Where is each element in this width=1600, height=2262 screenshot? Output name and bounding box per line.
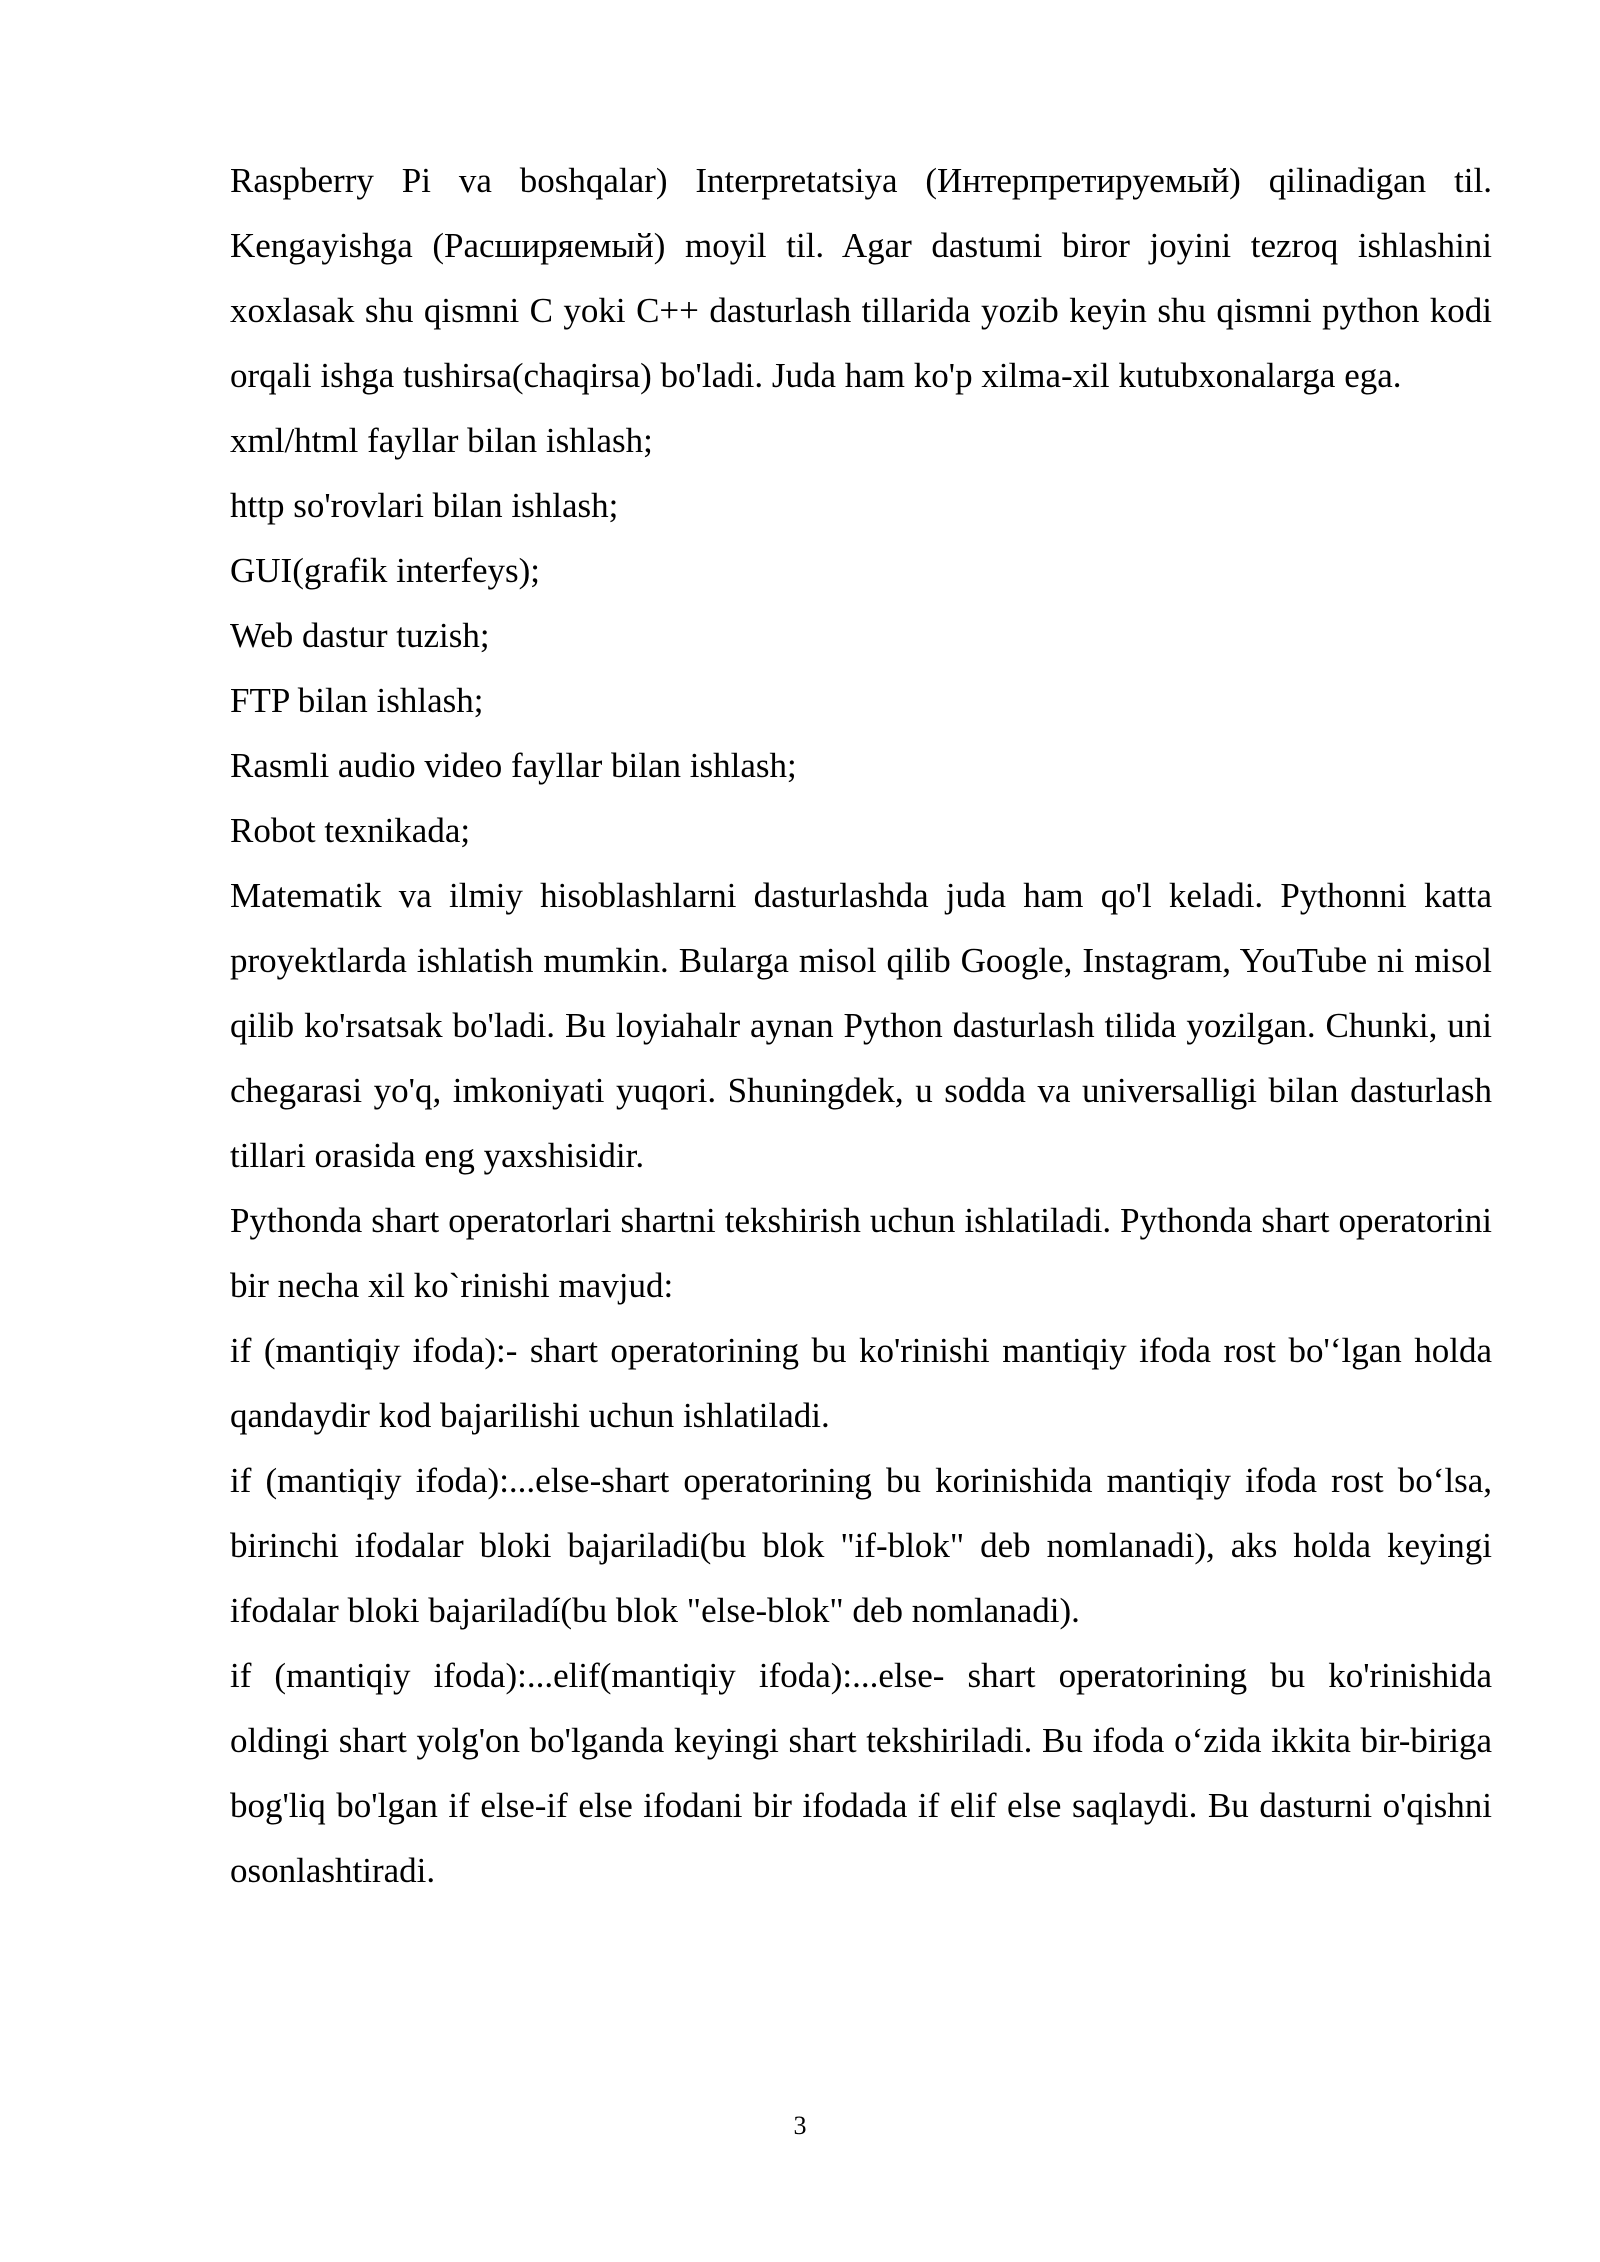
page-number: 3: [793, 2111, 807, 2140]
paragraph-if-elif-else: if (mantiqiy ifoda):...elif(mantiqiy ifoda):...else- shart operatorining bu ko'rinishida oldingi shart yolg'on bo'lganda keyingi shart tekshiriladi. Bu ifoda o‘zida ikkita bir-biriga bog'liq bo'lgan if else-if else ifodani bir ifodada if elif else saqlaydi. Bu dasturni o'qishni osonlashtiradi.: [230, 1656, 1492, 1890]
paragraph-math-science: Matematik va ilmiy hisoblashlarni dasturlashda juda ham qo'l keladi. Pythonni katta proyektlarda ishlatish mumkin. Bularga misol qilib Google, Instagram, YouTube ni misol qilib ko'rsatsak bo'ladi. Bu loyiahalr aynan Python dasturlash tilida yozilgan. Chunki, uni chegarasi yo'q, imkoniyati yuqori. Shuningdek, u sodda va universalligi bilan dasturlash tillari orasida eng yaxshisidir.: [230, 876, 1492, 1175]
list-item-gui: GUI(grafik interfeys);: [230, 551, 541, 590]
paragraph-if: if (mantiqiy ifoda):- shart operatorining bu ko'rinishi mantiqiy ifoda rost bo'‘lgan holda qandaydir kod bajarilishi uchun ishlatiladi.: [230, 1331, 1492, 1435]
list-item-robot: Robot texnikada;: [230, 811, 471, 850]
paragraph-python-features: Raspberry Pi va boshqalar) Interpretatsiya (Интерпретируемый) qilinadigan til. Kengayishga (Расширяемый) moyil til. Agar dastumi biror joyini tezroq ishlashini xoxlasak shu qismni C yoki C++ dasturlash tillarida yozib keyin shu qismni python kodi orqali ishga tushirsa(chaqirsa) bo'ladi. Juda ham ko'p xilma-xil kutubxonalarga ega.: [230, 161, 1492, 395]
paragraph-if-else: if (mantiqiy ifoda):...else-shart operatorining bu korinishida mantiqiy ifoda rost bo‘lsa, birinchi ifodalar bloki bajariladi(bu blok "if-blok" deb nomlanadi), aks holda keyingi ifodalar bloki bajariladí(bu blok "else-blok" deb nomlanadi).: [230, 1461, 1492, 1630]
list-item-media: Rasmli audio video fayllar bilan ishlash;: [230, 746, 797, 785]
list-item-xml-html: xml/html fayllar bilan ishlash;: [230, 421, 653, 460]
list-item-web: Web dastur tuzish;: [230, 616, 490, 655]
list-item-ftp: FTP bilan ishlash;: [230, 681, 484, 720]
list-item-http: http so'rovlari bilan ishlash;: [230, 486, 619, 525]
document-body: [230, 148, 1492, 1903]
paragraph-conditional-operators: Pythonda shart operatorlari shartni tekshirish uchun ishlatiladi. Pythonda shart operatorini bir necha xil ko`rinishi mavjud:: [230, 1201, 1492, 1305]
